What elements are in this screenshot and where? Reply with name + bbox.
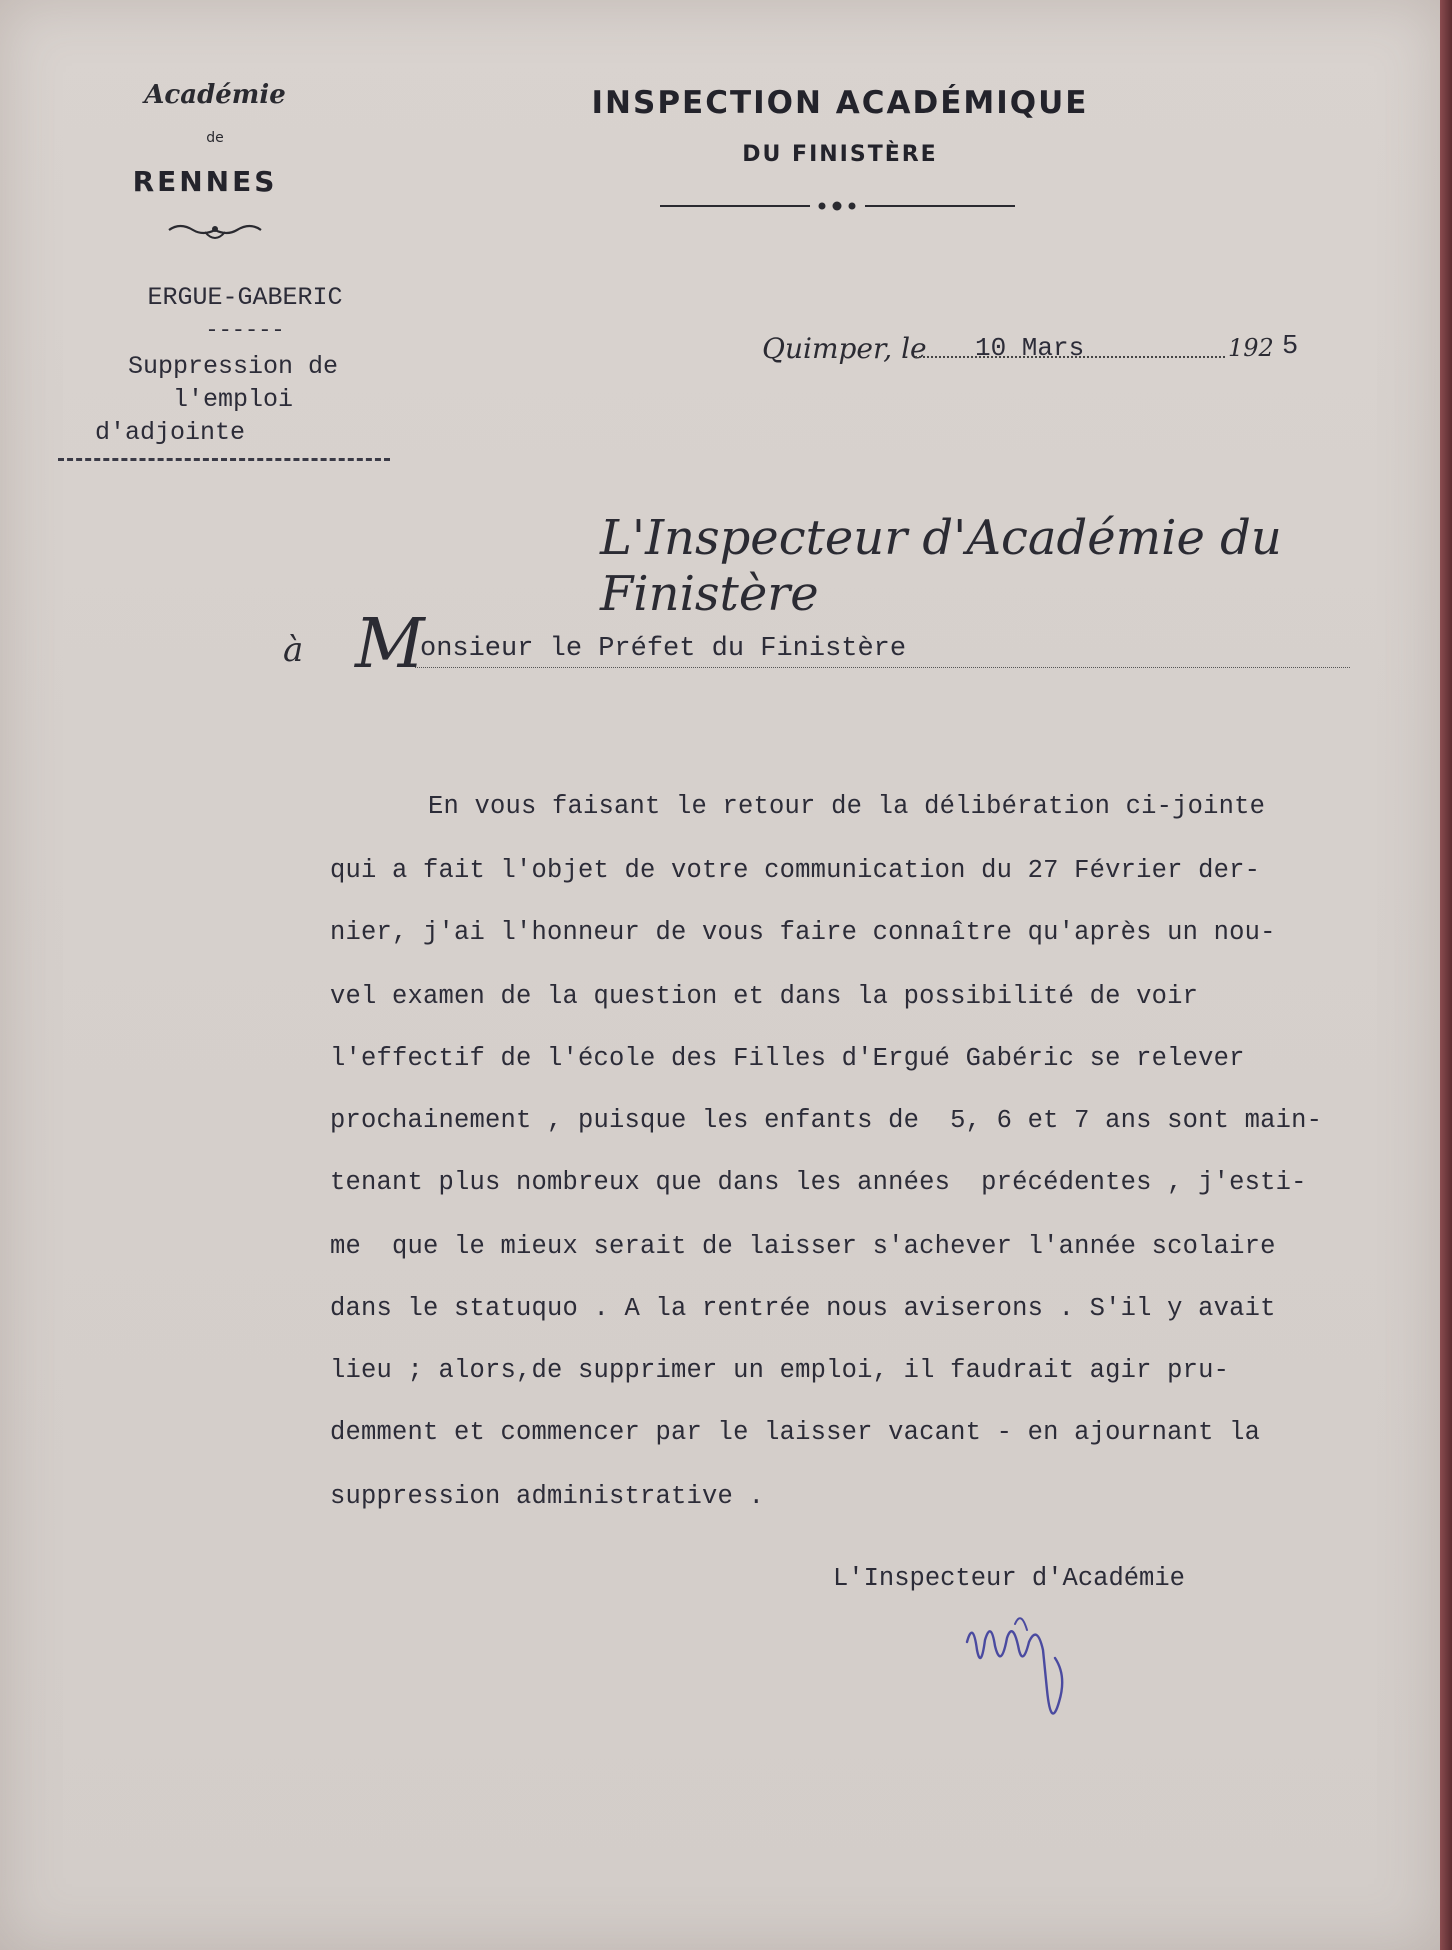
letterhead-de: de	[206, 130, 224, 146]
date-day: 10 Mars	[975, 333, 1085, 363]
body-line: lieu ; alors,de supprimer un emploi, il faudrait agir pru-	[330, 1356, 1230, 1385]
reference-line-1: Suppression de	[127, 352, 339, 381]
reference-line-3: d'adjointe	[95, 418, 246, 447]
body-line: vel examen de la question et dans la possibilité de voir	[330, 982, 1199, 1011]
divider-ornament-icon	[660, 195, 1015, 217]
body-line: demment et commencer par le laisser vacant - en ajournant la	[330, 1418, 1261, 1447]
reference-rule	[58, 458, 390, 461]
body-line: suppression administrative .	[330, 1482, 765, 1511]
reference-dashes: ------	[205, 318, 285, 343]
recipient-prefix: à	[283, 630, 304, 670]
body-line: tenant plus nombreux que dans les années précédentes , j'esti-	[330, 1168, 1307, 1197]
handwritten-signature-icon	[955, 1580, 1095, 1740]
body-line: En vous faisant le retour de la délibération ci-jointe	[428, 792, 1266, 821]
date-year-prefix: 192	[1228, 334, 1274, 362]
body-line: l'effectif de l'école des Filles d'Ergué Gabéric se relever	[330, 1044, 1245, 1073]
letterhead-rennes: RENNES	[132, 165, 278, 198]
sender-title: L'Inspecteur d'Académie du Finistère	[600, 510, 1282, 622]
letterhead-academie: Académie	[144, 80, 286, 110]
letterhead-subtitle: DU FINISTÈRE	[742, 142, 938, 167]
recipient-initial: M	[355, 605, 425, 684]
closing-signatory: L'Inspecteur d'Académie	[833, 1564, 1185, 1593]
recipient-name: onsieur le Préfet du Finistère	[420, 634, 907, 664]
background-edge	[1440, 0, 1452, 1950]
date-place: Quimper, le	[762, 332, 927, 365]
body-line: dans le statuquo . A la rentrée nous aviserons . S'il y avait	[330, 1294, 1276, 1323]
date-year-digit: 5	[1282, 332, 1299, 362]
flourish-ornament-icon	[165, 220, 265, 246]
body-line: qui a fait l'objet de votre communication du 27 Février der-	[330, 856, 1261, 885]
body-line: prochainement , puisque les enfants de 5, 6 et 7 ans sont main-	[330, 1106, 1323, 1135]
letterhead-title: INSPECTION ACADÉMIQUE	[591, 85, 1089, 121]
body-line: me que le mieux serait de laisser s'achever l'année scolaire	[330, 1232, 1276, 1261]
body-line: nier, j'ai l'honneur de vous faire connaître qu'après un nou-	[330, 918, 1276, 947]
reference-commune: ERGUE-GABERIC	[147, 283, 343, 312]
reference-line-2: l'emploi	[172, 385, 294, 414]
recipient-dotted-line	[415, 667, 1350, 668]
